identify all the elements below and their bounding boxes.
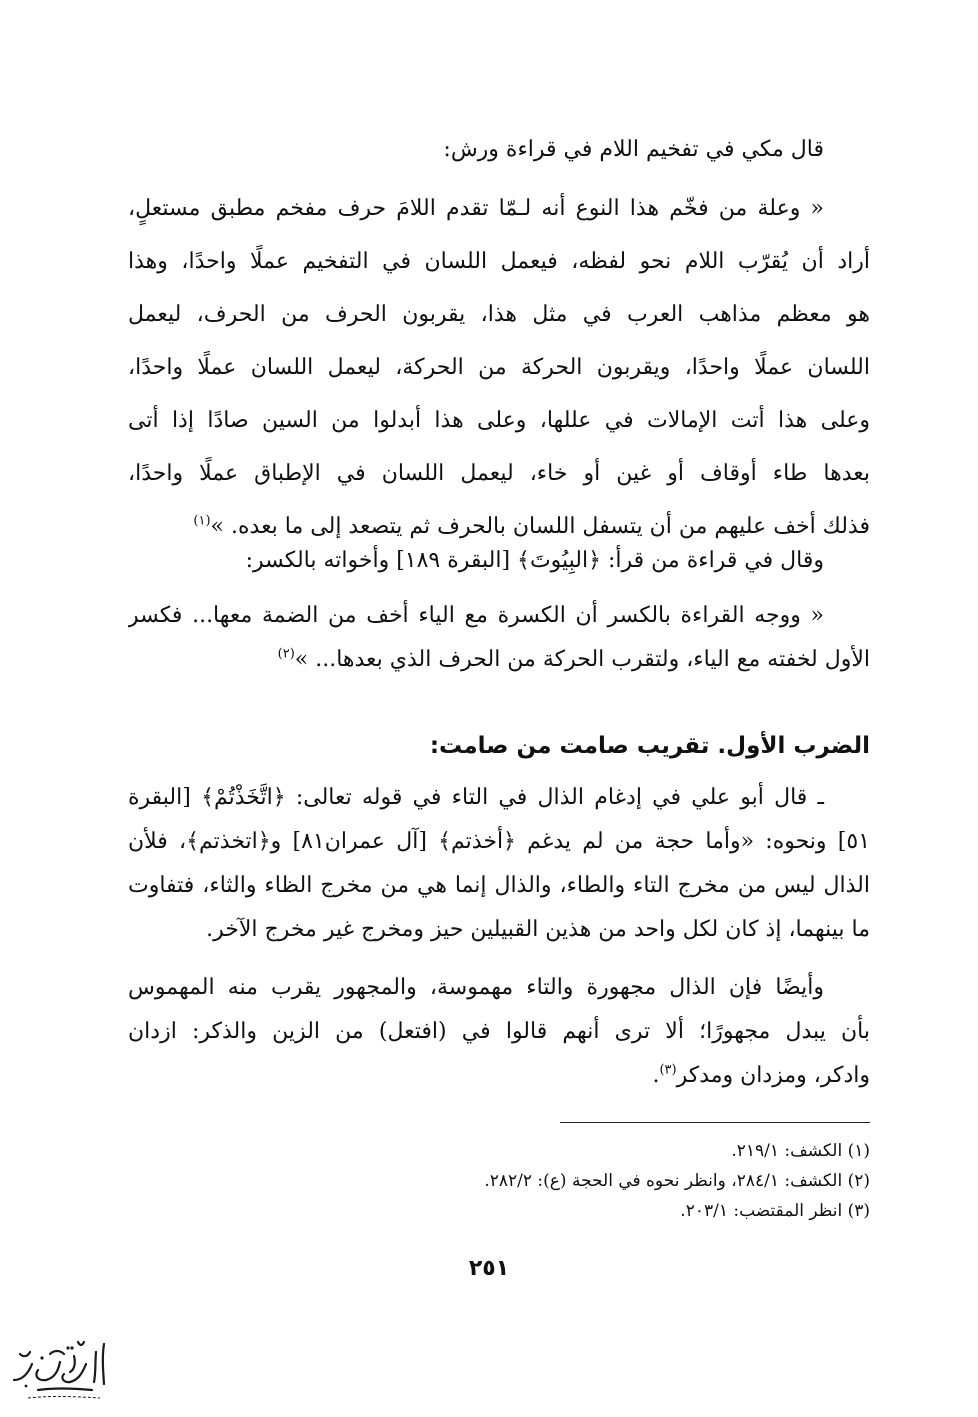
paragraph-line: الذال ليس من مخرج التاء والطاء، والذال إنما هي من مخرج الظاء والثاء، فتفاوت — [128, 873, 870, 898]
section-heading: الضرب الأول. تقريب صامت من صامت: — [429, 733, 870, 759]
paragraph-jahr — [128, 966, 870, 1098]
footnote-item: (٣) انظر المقتضب: ٢٠٣/١. — [680, 1201, 870, 1221]
footnote-ref-2[interactable]: (٢) — [277, 646, 295, 662]
footnote-ref-1[interactable]: (١) — [193, 513, 211, 529]
paragraph-line: ـ قال أبو علي في إدغام الذال في التاء في قوله تعالى: ﴿اتَّخَذْتُمْ﴾ [البقرة — [128, 785, 824, 810]
footnote-item: (٢) الكشف: ٢٨٤/١، وانظر نحوه في الحجة (ع): ٢٨٢/٢. — [484, 1171, 870, 1191]
end-mark: . — [652, 1063, 660, 1088]
paragraph-line: وقال في قراءة من قرأ: ﴿البِيُوتَ﴾ [البقرة ١٨٩] وأخواته بالكسر: — [245, 548, 824, 573]
intro-line: قال مكي في تفخيم اللام في قراءة ورش: — [443, 137, 824, 162]
footnotes — [300, 1136, 870, 1226]
quote-kasr — [128, 594, 870, 682]
footnote-divider — [560, 1122, 870, 1123]
intro-paragraph — [128, 132, 870, 168]
quote-line: وعلى هذا أتت الإمالات في عللها، وعلى هذا أبدلوا من السين صادًا إذا أتى — [128, 408, 870, 433]
paragraph-buyut — [128, 540, 870, 582]
footnote-ref-3[interactable]: (٣) — [659, 1062, 677, 1078]
paragraph-line: بأن يبدل مجهورًا؛ ألا ترى أنهم قالوا في (افتعل) من الزين والذكر: ازدان — [128, 1019, 870, 1044]
quote-line: أراد أن يُقرّب اللام نحو لفظه، فيعمل اللسان في التفخيم عملًا واحدًا، وهذا — [128, 249, 870, 274]
footnote-item: (١) الكشف: ٢١٩/١. — [731, 1141, 870, 1161]
quote-line: « وعلة من فخّم هذا النوع أنه لـمّا تقدم اللامَ حرف مفخم مطبق مستعلٍ، — [128, 196, 824, 221]
quote-line: هو معظم مذاهب العرب في مثل هذا، يقربون الحرف من الحرف، ليعمل — [128, 302, 870, 327]
quote-line-last — [128, 638, 870, 682]
quote-line: اللسان عملًا واحدًا، ويقربون الحركة من الحركة، ليعمل اللسان عملًا واحدًا، — [128, 355, 870, 380]
quote-line-text: الأول لخفته مع الياء، ولتقرب الحركة من الحرف الذي بعدها... » — [294, 647, 870, 672]
paragraph-line: وأيضًا فإن الذال مجهورة والتاء مهموسة، والمجهور يقرب منه المهموس — [128, 975, 824, 1000]
paragraph-line: ما بينهما، إذ كان لكل واحد من هذين القبيلين حيز ومخرج غير مخرج الآخر. — [206, 917, 870, 942]
page-number: ٢٥١ — [468, 1256, 510, 1281]
quote-line: « ووجه القراءة بالكسر أن الكسرة مع الياء أخف من الضمة معها... فكسر — [128, 603, 824, 628]
quote-makki — [128, 182, 870, 553]
quote-line-text: فذلك أخف عليهم من أن يتسفل اللسان بالحرف ثم يتصعد إلى ما بعده. » — [210, 514, 870, 539]
paragraph-line-text: وادكر، ومزدان ومدكر — [676, 1063, 870, 1088]
paragraph-line-last — [128, 1054, 870, 1098]
paragraph-line: ٥١] ونحوه: «وأما حجة من لم يدغم ﴿أخذتم﴾ [آل عمران٨١] و﴿اتخذتم﴾، فلأن — [128, 829, 870, 854]
paragraph-abu-ali — [128, 776, 870, 952]
quote-line: بعدها طاء أوقاف أو غين أو خاء، ليعمل اللسان في الإطباق عملًا واحدًا، — [128, 461, 870, 486]
library-stamp-icon — [8, 1334, 112, 1408]
